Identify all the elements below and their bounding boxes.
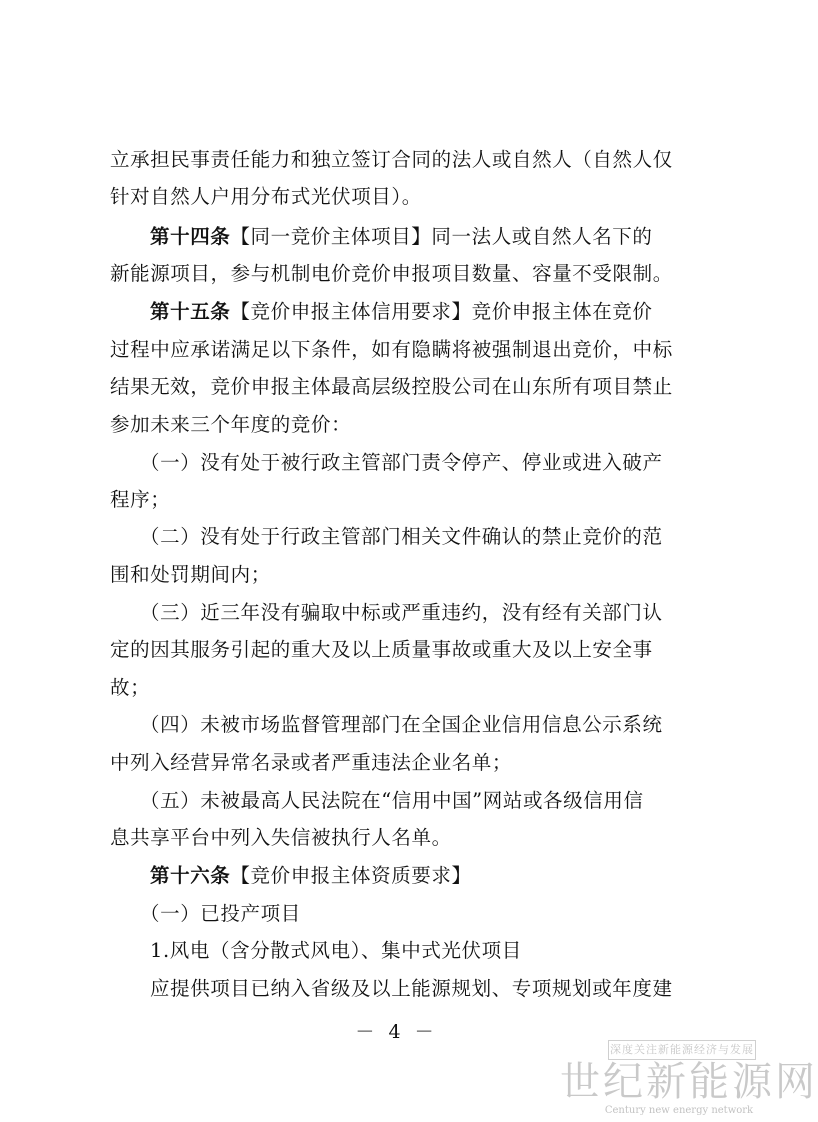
- list-item-4: （四）未被市场监督管理部门在全国企业信用信息公示系统: [140, 713, 663, 736]
- watermark-english: Century new energy network: [604, 1105, 754, 1116]
- paragraph-line: 故；: [110, 676, 151, 699]
- article-16-title: 第十六条: [150, 864, 231, 887]
- article-16-line: [150, 861, 700, 891]
- list-item-2: （二）没有处于行政主管部门相关文件确认的禁止竞价的范: [140, 525, 663, 548]
- watermark-tagline: 深度关注新能源经济与发展: [608, 1040, 756, 1060]
- page-number: － 4 －: [355, 1021, 438, 1043]
- sub-sub-heading: 1.风电（含分散式风电）、集中式光伏项目: [150, 939, 522, 962]
- paragraph-line: 参加未来三个年度的竞价：: [110, 413, 352, 436]
- paragraph-line: 结果无效，竞价申报主体最高层级控股公司在山东所有项目禁止: [110, 375, 673, 398]
- article-14-text: 【同一竞价主体项目】同一法人或自然人名下的: [230, 225, 653, 248]
- paragraph-line: 围和处罚期间内；: [110, 563, 271, 586]
- article-16-text: 【竞价申报主体资质要求】: [230, 864, 472, 887]
- sub-heading: （一）已投产项目: [140, 902, 301, 925]
- paragraph-line: 立承担民事责任能力和独立签订合同的法人或自然人（自然人仅: [110, 148, 673, 171]
- paragraph-line: 程序；: [110, 488, 171, 511]
- article-15-line: [150, 297, 700, 327]
- watermark-logo: 世纪新能源网: [560, 1059, 818, 1105]
- article-15-text: 【竞价申报主体信用要求】竞价申报主体在竞价: [230, 300, 653, 323]
- list-item-3: （三）近三年没有骗取中标或严重违约，没有经有关部门认: [140, 601, 663, 624]
- paragraph-line: 新能源项目，参与机制电价竞价申报项目数量、容量不受限制。: [110, 262, 673, 285]
- paragraph-line: 中列入经营异常名录或者严重违法企业名单；: [110, 751, 513, 774]
- list-item-1: （一）没有处于被行政主管部门责令停产、停业或进入破产: [140, 451, 663, 474]
- article-14-title: 第十四条: [150, 225, 231, 248]
- article-14-line: [150, 222, 700, 252]
- paragraph-line: 过程中应承诺满足以下条件，如有隐瞒将被强制退出竞价，中标: [110, 338, 673, 361]
- paragraph-line: 息共享平台中列入失信被执行人名单。: [110, 826, 452, 849]
- article-15-title: 第十五条: [150, 300, 231, 323]
- list-item-5: （五）未被最高人民法院在“信用中国”网站或各级信用信: [140, 789, 644, 812]
- paragraph-line: 定的因其服务引起的重大及以上质量事故或重大及以上安全事: [110, 638, 653, 661]
- paragraph-line: 应提供项目已纳入省级及以上能源规划、专项规划或年度建: [150, 977, 673, 1000]
- paragraph-line: 针对自然人户用分布式光伏项目）。: [110, 185, 422, 208]
